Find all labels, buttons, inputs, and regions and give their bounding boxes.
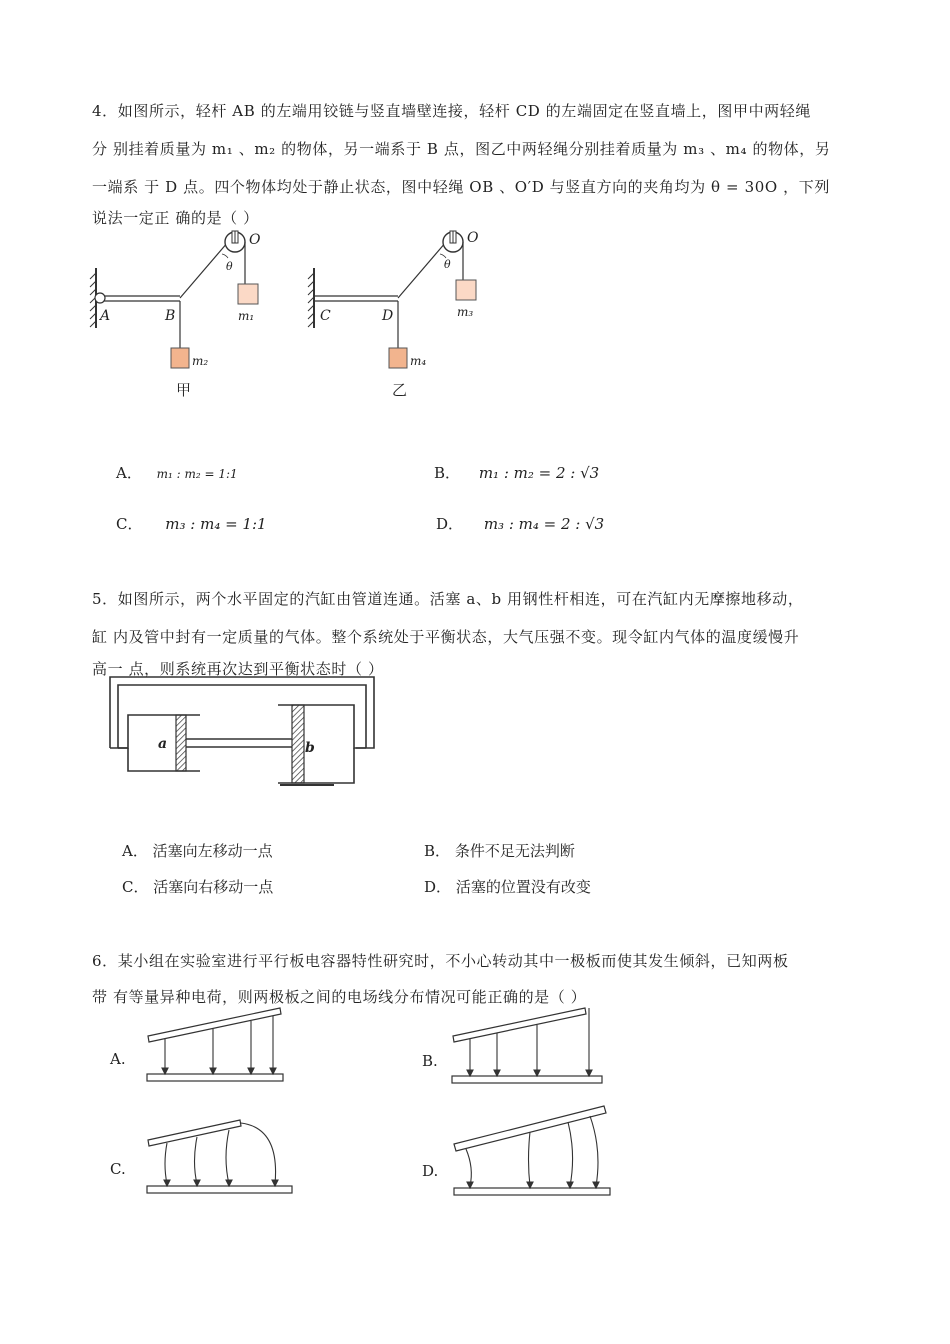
question-5-line-1: 5．如图所示，两个水平固定的汽缸由管道连通。活塞 a、b 用钢性杆相连，可在汽缸内无摩擦地移动， [92,590,804,608]
label-D: D [382,308,394,324]
question-5-line-3: 高一 点，则系统再次达到平衡状态时（ ） [92,660,384,678]
label-m2: m₂ [192,354,209,368]
q6-option-a-letter: A. [110,1050,126,1068]
label-O-prime: O [467,230,479,246]
label-A: A [100,308,111,324]
question-6-line-1: 6．某小组在实验室进行平行板电容器特性研究时，不小心转动其中一极板而使其发生倾斜，已知两板 [92,952,789,970]
figure-cylinders [108,675,378,790]
q5-option-c[interactable] [122,876,273,897]
q6-option-b[interactable] [422,1052,438,1070]
field-diagram-d [450,1104,620,1199]
q5-option-c-text: 活塞向右移动一点 [153,878,274,896]
q4-option-c-letter: C． [116,515,143,533]
q5-option-d-text: 活塞的位置没有改变 [455,878,591,896]
question-5-line-2: 缸 内及管中封有一定质量的气体。整个系统处于平衡状态，大气压强不变。现令缸内气体的温度缓慢升 [92,628,800,646]
label-m3: m₃ [457,305,474,319]
q5-option-b[interactable] [424,840,575,861]
q4-option-c-text: m₃ : m₄ = 1:1 [165,515,267,533]
figure-jia [88,228,288,398]
label-B: B [165,308,176,324]
q4-option-a-text: m₁ : m₂ = 1:1 [156,467,238,481]
label-m1: m₁ [238,309,255,323]
label-C: C [320,308,331,324]
question-4-line-2: 分 别挂着质量为 m₁ 、m₂ 的物体，另一端系于 B 点，图乙中两轻绳分别挂着质量为 m₃ 、m₄ 的物体，另 [92,140,831,158]
label-theta-2: θ [444,258,451,271]
q6-option-b-letter: B. [422,1052,438,1070]
label-m4: m₄ [410,354,427,368]
q5-option-a-letter: A． [122,842,148,860]
field-diagram-a [145,1006,295,1086]
q4-option-b-text: m₁ : m₂ = 2 : √3 [478,464,600,482]
q5-option-c-letter: C． [122,878,149,896]
q6-option-a[interactable] [110,1050,126,1068]
q4-option-b-letter: B． [434,464,461,482]
label-piston-b: b [305,740,315,756]
q6-option-c[interactable] [110,1160,126,1178]
q5-option-b-letter: B． [424,842,451,860]
q4-option-b[interactable] [434,462,599,483]
q5-option-d[interactable] [424,876,591,897]
caption-yi: 乙 [392,381,408,399]
q4-option-c[interactable] [116,513,267,534]
q5-option-b-text: 条件不足无法判断 [454,842,575,860]
field-diagram-c [145,1118,305,1198]
question-5 [92,580,862,682]
q4-option-d[interactable] [436,513,604,534]
question-4-line-3: 一端系 于 D 点。四个物体均处于静止状态，图中轻绳 OB 、O′D 与竖直方向的夹角均为 θ = 30O ，下列 [92,178,830,196]
q5-option-d-letter: D． [424,878,452,896]
field-diagram-b [450,1006,610,1086]
question-4-line-1: 4．如图所示，轻杆 AB 的左端用铰链与竖直墙壁连接，轻杆 CD 的左端固定在竖直墙上，图甲中两轻绳 [92,102,811,120]
label-piston-a: a [158,736,168,752]
q6-option-d-letter: D. [422,1162,439,1180]
q6-option-d[interactable] [422,1162,438,1180]
q4-option-d-text: m₃ : m₄ = 2 : √3 [483,515,605,533]
q5-option-a[interactable] [122,840,273,861]
question-4-line-4: 说法一定正 确的是（ ） [92,209,259,227]
q6-option-c-letter: C. [110,1160,126,1178]
caption-jia: 甲 [176,381,192,399]
label-theta: θ [226,260,233,273]
q4-option-d-letter: D． [436,515,464,533]
figure-yi [306,228,506,398]
question-4 [92,92,862,230]
label-O: O [249,232,261,248]
q4-option-a[interactable] [116,462,238,483]
q5-option-a-text: 活塞向左移动一点 [152,842,273,860]
question-6 [92,943,862,1015]
question-6-line-2: 带 有等量异种电荷，则两极板之间的电场线分布情况可能正确的是（ ） [92,988,587,1006]
q4-option-a-letter: A． [116,464,142,482]
